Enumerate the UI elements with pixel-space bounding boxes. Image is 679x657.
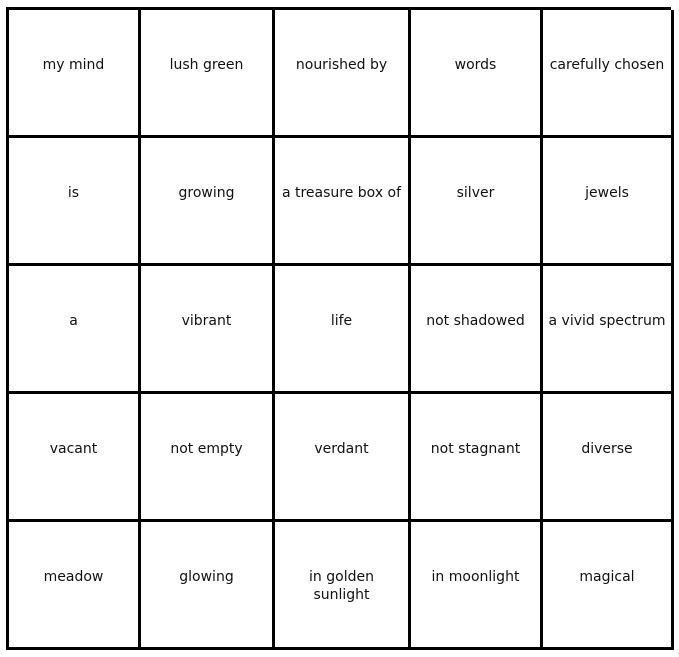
- grid-cell-r5-c2[interactable]: glowing: [141, 522, 275, 650]
- grid-cell-r3-c3[interactable]: life: [275, 266, 411, 394]
- grid-cell-r2-c2[interactable]: growing: [141, 138, 275, 266]
- grid-cell-r5-c3[interactable]: in golden sunlight: [275, 522, 411, 650]
- grid-cell-r1-c5[interactable]: carefully chosen: [543, 10, 674, 138]
- grid-cell-r3-c2[interactable]: vibrant: [141, 266, 275, 394]
- grid-cell-r3-c4[interactable]: not shadowed: [411, 266, 543, 394]
- grid-cell-r4-c1[interactable]: vacant: [9, 394, 141, 522]
- grid-cell-r4-c3[interactable]: verdant: [275, 394, 411, 522]
- grid-cell-r4-c4[interactable]: not stagnant: [411, 394, 543, 522]
- grid-cell-r2-c4[interactable]: silver: [411, 138, 543, 266]
- grid-cell-r4-c5[interactable]: diverse: [543, 394, 674, 522]
- grid-cell-r1-c2[interactable]: lush green: [141, 10, 275, 138]
- word-grid: [6, 7, 671, 650]
- grid-cell-r2-c1[interactable]: is: [9, 138, 141, 266]
- grid-cell-r2-c3[interactable]: a treasure box of: [275, 138, 411, 266]
- grid-cell-r4-c2[interactable]: not empty: [141, 394, 275, 522]
- grid-cell-r5-c1[interactable]: meadow: [9, 522, 141, 650]
- grid-cell-r5-c5[interactable]: magical: [543, 522, 674, 650]
- grid-cell-r5-c4[interactable]: in moonlight: [411, 522, 543, 650]
- grid-cell-r3-c5[interactable]: a vivid spectrum: [543, 266, 674, 394]
- grid-cell-r3-c1[interactable]: a: [9, 266, 141, 394]
- grid-cell-r1-c3[interactable]: nourished by: [275, 10, 411, 138]
- grid-cell-r1-c4[interactable]: words: [411, 10, 543, 138]
- grid-cell-r2-c5[interactable]: jewels: [543, 138, 674, 266]
- grid-cell-r1-c1[interactable]: my mind: [9, 10, 141, 138]
